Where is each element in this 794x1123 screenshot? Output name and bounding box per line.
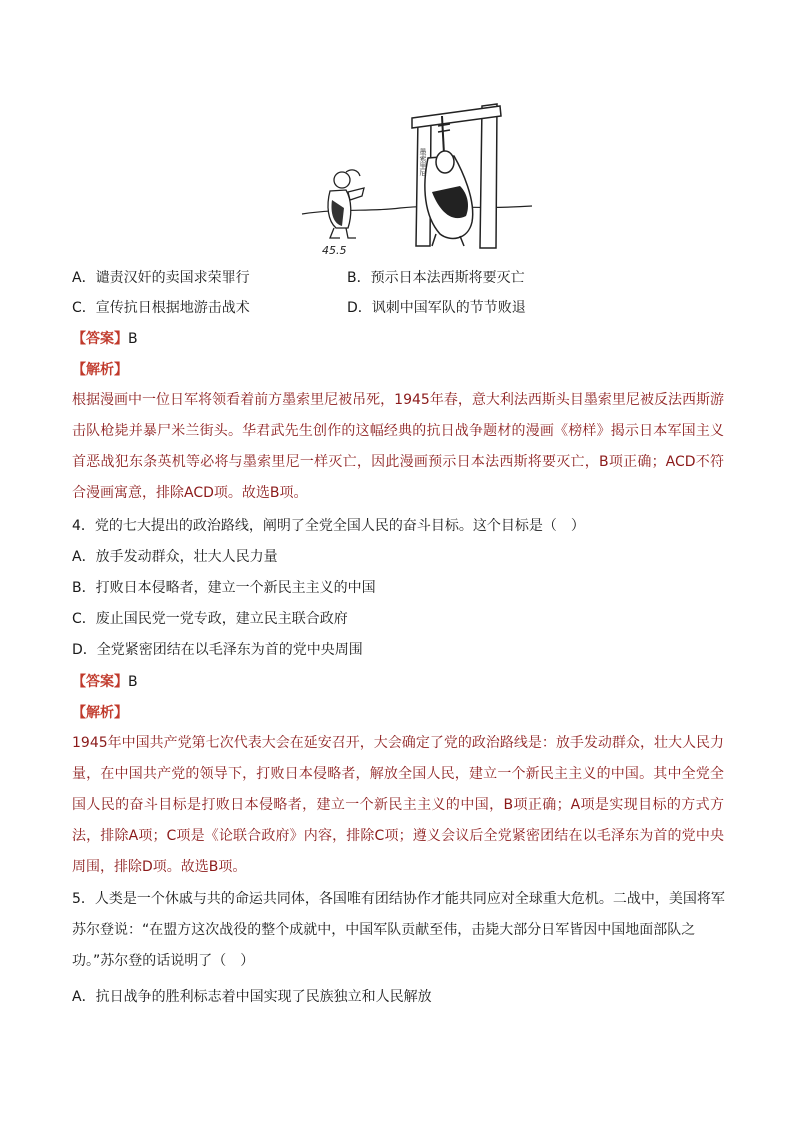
q4-answer [72,672,138,692]
q3-analysis-tag: 【解析】 [72,362,128,378]
q4-option-a: A．放手发动群众，壮大人民力量 [72,549,278,565]
q3-option-c: C．宣传抗日根据地游击战术 [72,300,250,316]
q4-answer-tag: 【答案】 [72,674,128,690]
q3-analysis-text: 根据漫画中一位日军将领看着前方墨索里尼被吊死，1945年春，意大利法西斯头目墨索里尼被反法西斯游击队枪毙并暴尸米兰街头。华君武先生创作的这幅经典的抗日战争题材的漫画《榜样》揭示日本军国主义首恶战犯东条英机等必将与墨索里尼一样灭亡，因此漫画预示日本法西斯将要灭亡，B项正确；ACD不符合漫画寓意，排除ACD项。故选B项。 [72,392,724,501]
q5-option-a: A．抗日战争的胜利标志着中国实现了民族独立和人民解放 [72,989,432,1005]
q5-stem: 5．人类是一个休戚与共的命运共同体，各国唯有团结协作才能共同应对全球重大危机。二战中，美国将军苏尔登说：“在盟方这次战役的整个成就中，中国军队贡献至伟，击毙大部分日军皆因中国地面部队之功。”苏尔登的话说明了（ ） [72,891,725,969]
q3-option-d: D．讽刺中国军队的节节败退 [347,300,526,316]
cartoon-illustration [300,96,535,256]
q3-answer-tag: 【答案】 [72,331,128,347]
q3-option-a: A．谴责汉奸的卖国求荣罪行 [72,270,250,286]
q4-answer-value: B [128,674,138,690]
q3-answer [72,329,138,349]
q4-option-c: C．废止国民党一党专政，建立民主联合政府 [72,611,348,627]
q4-option-d: D．全党紧密团结在以毛泽东为首的党中央周围 [72,642,363,658]
q4-option-b: B．打败日本侵略者，建立一个新民主主义的中国 [72,580,376,596]
q3-answer-value: B [128,331,138,347]
q4-analysis-tag: 【解析】 [72,705,128,721]
cartoon-caption: 45.5 [322,244,347,256]
cartoon-sign-text: 墨索里尼 [419,148,427,176]
q4-stem: 4．党的七大提出的政治路线，阐明了全党全国人民的奋斗目标。这个目标是（ ） [72,518,585,534]
q3-option-b: B．预示日本法西斯将要灭亡 [347,270,525,286]
q4-analysis-text: 1945年中国共产党第七次代表大会在延安召开，大会确定了党的政治路线是：放手发动群众，壮大人民力量，在中国共产党的领导下，打败日本侵略者，解放全国人民，建立一个新民主主义的中国。其中全党全国人民的奋斗目标是打败日本侵略者，建立一个新民主主义的中国，B项正确；A项是实现目标的方式方法，排除A项；C项是《论联合政府》内容，排除C项；遵义会议后全党紧密团结在以毛泽东为首的党中央周围，排除D项。故选B项。 [72,735,724,875]
